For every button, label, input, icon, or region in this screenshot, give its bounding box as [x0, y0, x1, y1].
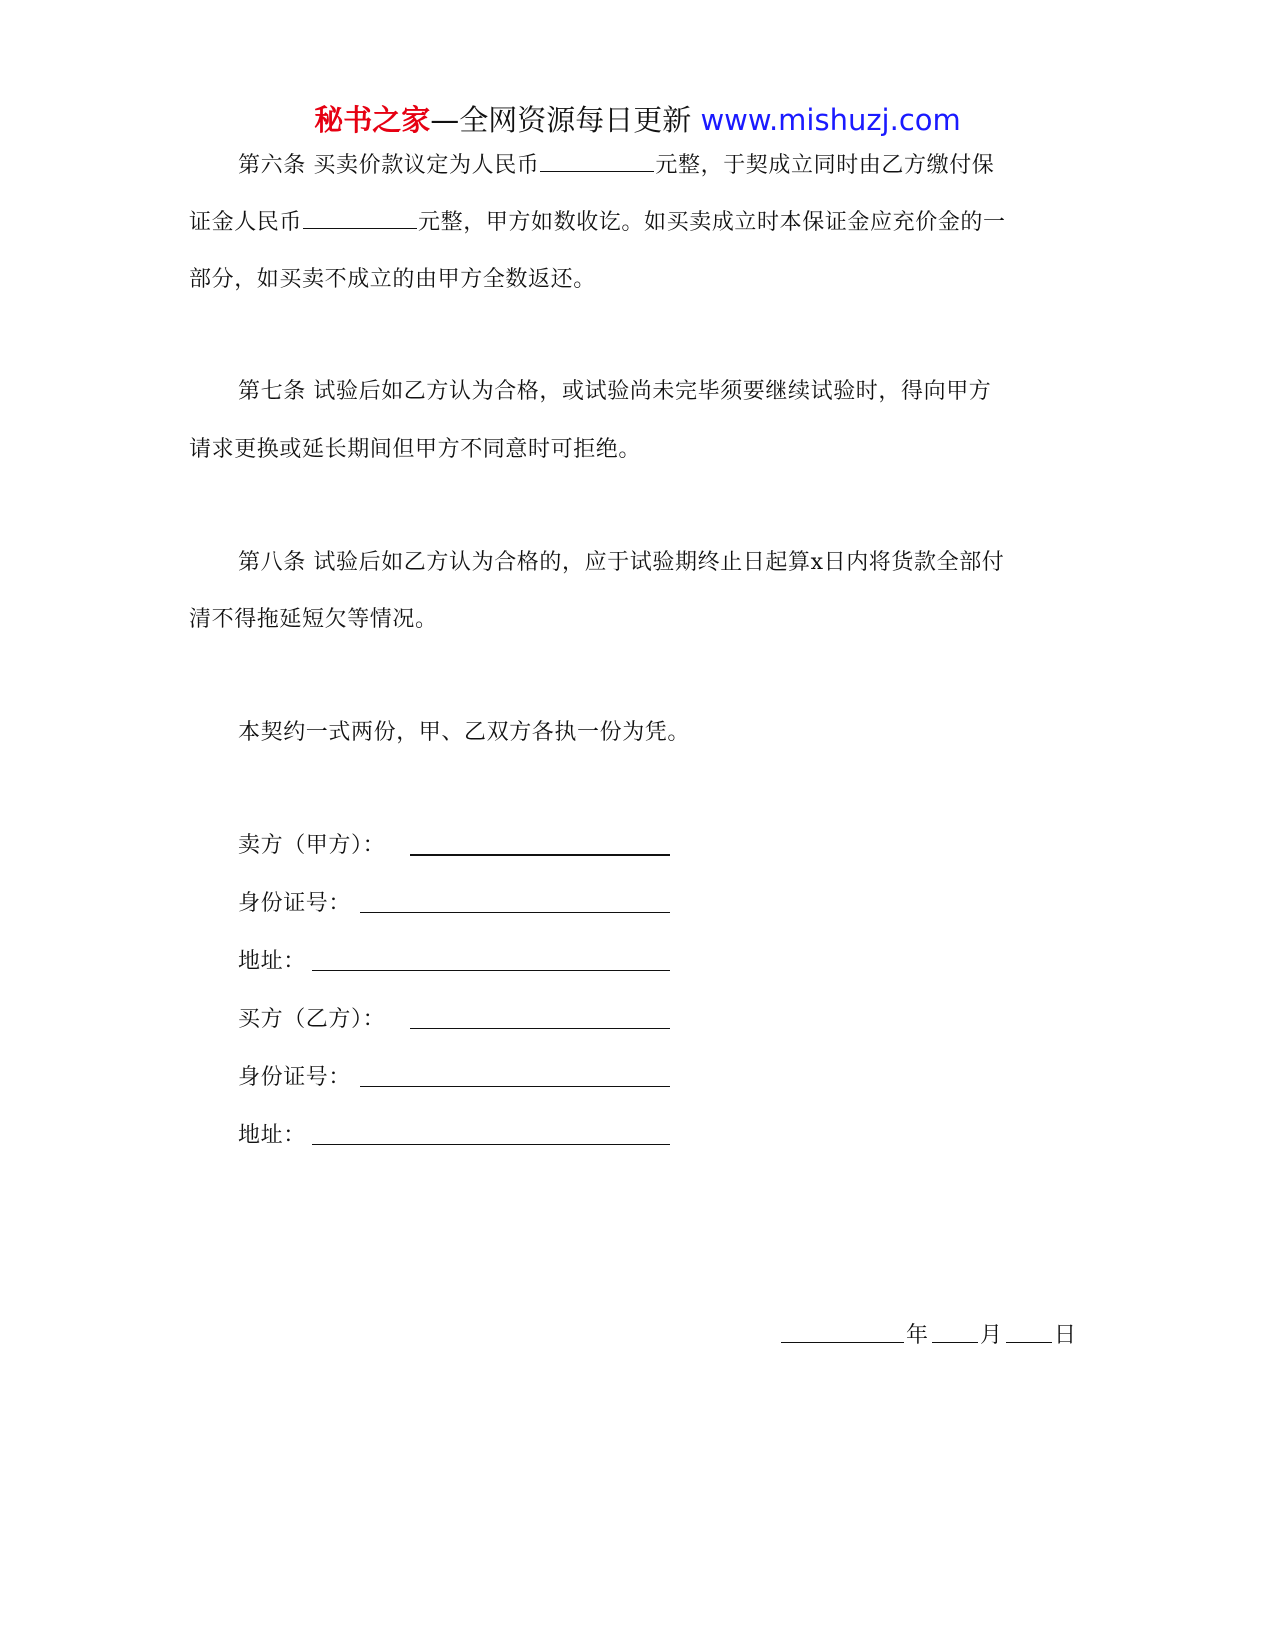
price-blank[interactable]: [540, 149, 654, 172]
closing-statement: 本契约一式两份，甲、乙双方各执一份为凭。: [238, 720, 691, 745]
buyer-label: 买方（乙方）：: [238, 1007, 386, 1032]
brand-name: 秘书之家: [314, 103, 431, 137]
article6-line1: [238, 148, 994, 179]
buyer-address-label: 地址：: [238, 1123, 306, 1148]
buyer-id-line[interactable]: [360, 1086, 670, 1087]
year-label: 年: [906, 1323, 929, 1348]
day-blank[interactable]: [1006, 1342, 1052, 1343]
buyer-id-label: 身份证号：: [238, 1065, 352, 1090]
article8-line2: 清不得拖延短欠等情况。: [189, 607, 438, 632]
article7-line2: 请求更换或延长期间但甲方不同意时可拒绝。: [189, 437, 642, 462]
article6-line3: 部分，如买卖不成立的由甲方全数返还。: [189, 267, 596, 292]
site-header: [0, 100, 1275, 140]
seller-label: 卖方（甲方）：: [238, 833, 386, 858]
seller-address-line[interactable]: [312, 970, 670, 971]
seller-id-line[interactable]: [360, 912, 670, 913]
article6-line1-b: 元整，于契成立同时由乙方缴付保: [655, 153, 995, 178]
header-tagline: —全网资源每日更新: [430, 103, 692, 137]
deposit-blank[interactable]: [303, 206, 417, 229]
seller-signature-line[interactable]: [410, 854, 670, 856]
buyer-address-line[interactable]: [312, 1144, 670, 1145]
article6-line2-a: 证金人民币: [189, 210, 303, 235]
seller-address-label: 地址：: [238, 949, 306, 974]
article7-line1: 第七条 试验后如乙方认为合格，或试验尚未完毕须要继续试验时，得向甲方: [238, 379, 992, 404]
day-label: 日: [1054, 1323, 1077, 1348]
month-label: 月: [980, 1323, 1003, 1348]
article6-line2-b: 元整，甲方如数收讫。如买卖成立时本保证金应充价金的一: [418, 210, 1006, 235]
article8-line1: 第八条 试验后如乙方认为合格的，应于试验期终止日起算x日内将货款全部付: [238, 550, 1005, 575]
article6-line1-a: 第六条 买卖价款议定为人民币: [238, 153, 540, 178]
article6-line2: [189, 205, 1006, 236]
site-url[interactable]: www.mishuzj.com: [700, 103, 961, 137]
seller-id-label: 身份证号：: [238, 891, 352, 916]
buyer-signature-line[interactable]: [410, 1028, 670, 1029]
month-blank[interactable]: [932, 1342, 978, 1343]
year-blank[interactable]: [781, 1342, 904, 1343]
